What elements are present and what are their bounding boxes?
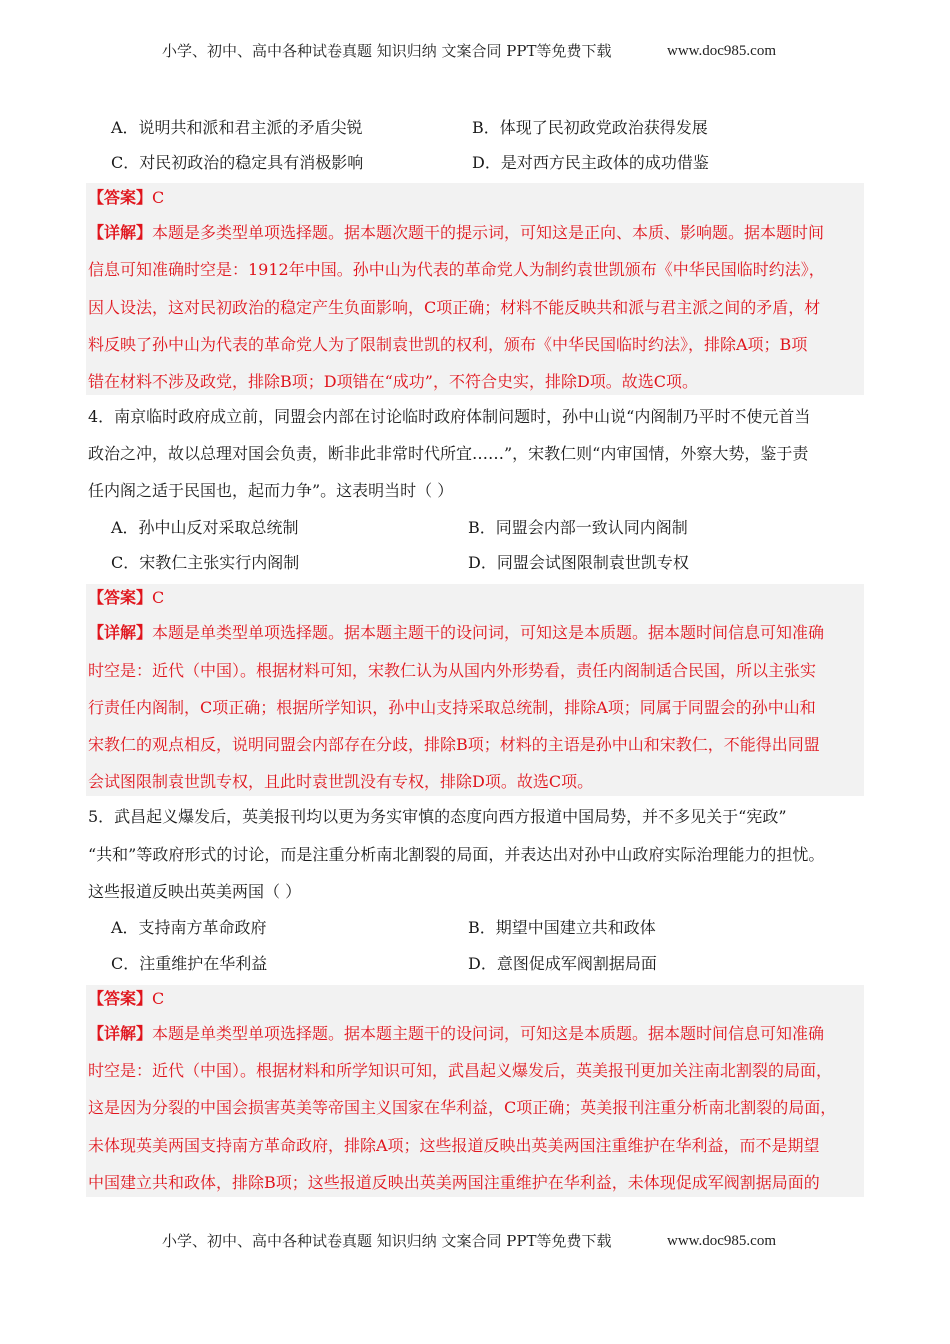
q5-option-a: A．支持南方革命政府 (111, 918, 267, 937)
answer-value: C (152, 989, 165, 1008)
detail-text: 本题是单类型单项选择题。据本题主题干的设问词，可知这是本质题。据本题时间信息可知准确 (152, 623, 825, 642)
detail-text: 本题是多类型单项选择题。据本题次题干的提示词，可知这是正向、本质、影响题。据本题时间 (152, 223, 825, 242)
q4-stem-line-3: 任内阁之适于民国也，起而力争”。这表明当时（ ） (88, 481, 454, 500)
q4-option-d: D．同盟会试图限制袁世凯专权 (468, 553, 689, 572)
q3-detail-line-3: 因人设法，这对民初政治的稳定产生负面影响，C项正确；材料不能反映共和派与君主派之间的矛盾，材 (88, 298, 821, 317)
q4-stem-line-2: 政治之冲，故以总理对国会负责，断非此非常时代所宜……”，宋教仁则“内审国情，外察大势，鉴于责 (88, 444, 809, 463)
q5-detail-line-4: 未体现英美两国支持南方革命政府，排除A项；这些报道反映出英美两国注重维护在华利益，而不是期望 (88, 1136, 820, 1155)
q3-option-b: B．体现了民初政党政治获得发展 (472, 118, 708, 137)
q3-detail-line-4: 料反映了孙中山为代表的革命党人为了限制袁世凯的权利，颁布《中华民国临时约法》，排除A项；B项 (88, 335, 808, 354)
q4-detail-line-3: 行责任内阁制，C项正确；根据所学知识，孙中山支持采取总统制，排除A项；同属于同盟会的孙中山和 (88, 698, 816, 717)
answer-value: C (152, 188, 165, 207)
header-url[interactable]: www.doc985.com (667, 43, 777, 59)
q3-option-a: A．说明共和派和君主派的矛盾尖锐 (111, 118, 363, 137)
q3-option-d: D．是对西方民主政体的成功借鉴 (472, 153, 709, 172)
q5-detail-line-1 (88, 1023, 824, 1045)
q4-option-a: A．孙中山反对采取总统制 (111, 518, 299, 537)
detail-label: 【详解】 (88, 1024, 153, 1043)
q3-answer (88, 187, 164, 209)
answer-label: 【答案】 (88, 588, 153, 607)
q5-answer (88, 988, 164, 1010)
q5-option-d: D．意图促成军阀割据局面 (468, 954, 657, 973)
q3-answer-box (86, 183, 864, 395)
q3-option-c: C．对民初政治的稳定具有消极影响 (111, 153, 364, 172)
q5-detail-line-5: 中国建立共和政体，排除B项；这些报道反映出英美两国注重维护在华利益，未体现促成军阀割据局面的 (88, 1173, 820, 1192)
detail-text: 本题是单类型单项选择题。据本题主题干的设问词，可知这是本质题。据本题时间信息可知准确 (152, 1024, 825, 1043)
q3-detail-line-2: 信息可知准确时空是：1912年中国。孙中山为代表的革命党人为制约袁世凯颁布《中华民国临时约法》， (88, 260, 825, 279)
header-text: 小学、初中、高中各种试卷真题 知识归纳 文案合同 PPT等免费下载 (162, 42, 612, 60)
q4-detail-line-1 (88, 622, 824, 644)
answer-value: C (152, 588, 165, 607)
footer-url[interactable]: www.doc985.com (667, 1233, 777, 1249)
q5-stem-line-3: 这些报道反映出英美两国（ ） (88, 882, 302, 901)
q3-detail-line-5: 错在材料不涉及政党，排除B项；D项错在“成功”，不符合史实，排除D项。故选C项。 (88, 372, 699, 391)
q4-detail-line-5: 会试图限制袁世凯专权，且此时袁世凯没有专权，排除D项。故选C项。 (88, 772, 594, 791)
q4-option-b: B．同盟会内部一致认同内阁制 (468, 518, 688, 537)
q3-detail-line-1 (88, 222, 824, 244)
q4-stem-line-1: 4．南京临时政府成立前，同盟会内部在讨论临时政府体制问题时，孙中山说“内阁制乃平时不使元首当 (88, 407, 811, 426)
q4-detail-line-4: 宋教仁的观点相反，说明同盟会内部存在分歧，排除B项；材料的主语是孙中山和宋教仁，不能得出同盟 (88, 735, 820, 754)
q5-stem-line-1: 5．武昌起义爆发后，英美报刊均以更为务实审慎的态度向西方报道中国局势，并不多见关于“宪政” (88, 807, 787, 826)
q4-answer-box (86, 584, 864, 796)
q5-stem-line-2: “共和”等政府形式的讨论，而是注重分析南北割裂的局面，并表达出对孙中山政府实际治理能力的担忧。 (88, 845, 825, 864)
answer-label: 【答案】 (88, 188, 153, 207)
footer-text: 小学、初中、高中各种试卷真题 知识归纳 文案合同 PPT等免费下载 (162, 1232, 612, 1250)
q5-option-b: B．期望中国建立共和政体 (468, 918, 656, 937)
detail-label: 【详解】 (88, 623, 153, 642)
q5-answer-box (86, 985, 864, 1197)
q4-answer (88, 587, 164, 609)
q4-detail-line-2: 时空是：近代（中国）。根据材料可知，宋教仁认为从国内外形势看，责任内阁制适合民国，所以主张实 (88, 661, 817, 680)
detail-label: 【详解】 (88, 223, 153, 242)
q5-option-c: C．注重维护在华利益 (111, 954, 268, 973)
q5-detail-line-3: 这是因为分裂的中国会损害英美等帝国主义国家在华利益，C项正确；英美报刊注重分析南北割裂的局面， (88, 1098, 837, 1117)
q5-detail-line-2: 时空是：近代（中国）。根据材料和所学知识可知，武昌起义爆发后，英美报刊更加关注南北割裂的局面， (88, 1061, 833, 1080)
q4-option-c: C．宋教仁主张实行内阁制 (111, 553, 300, 572)
answer-label: 【答案】 (88, 989, 153, 1008)
